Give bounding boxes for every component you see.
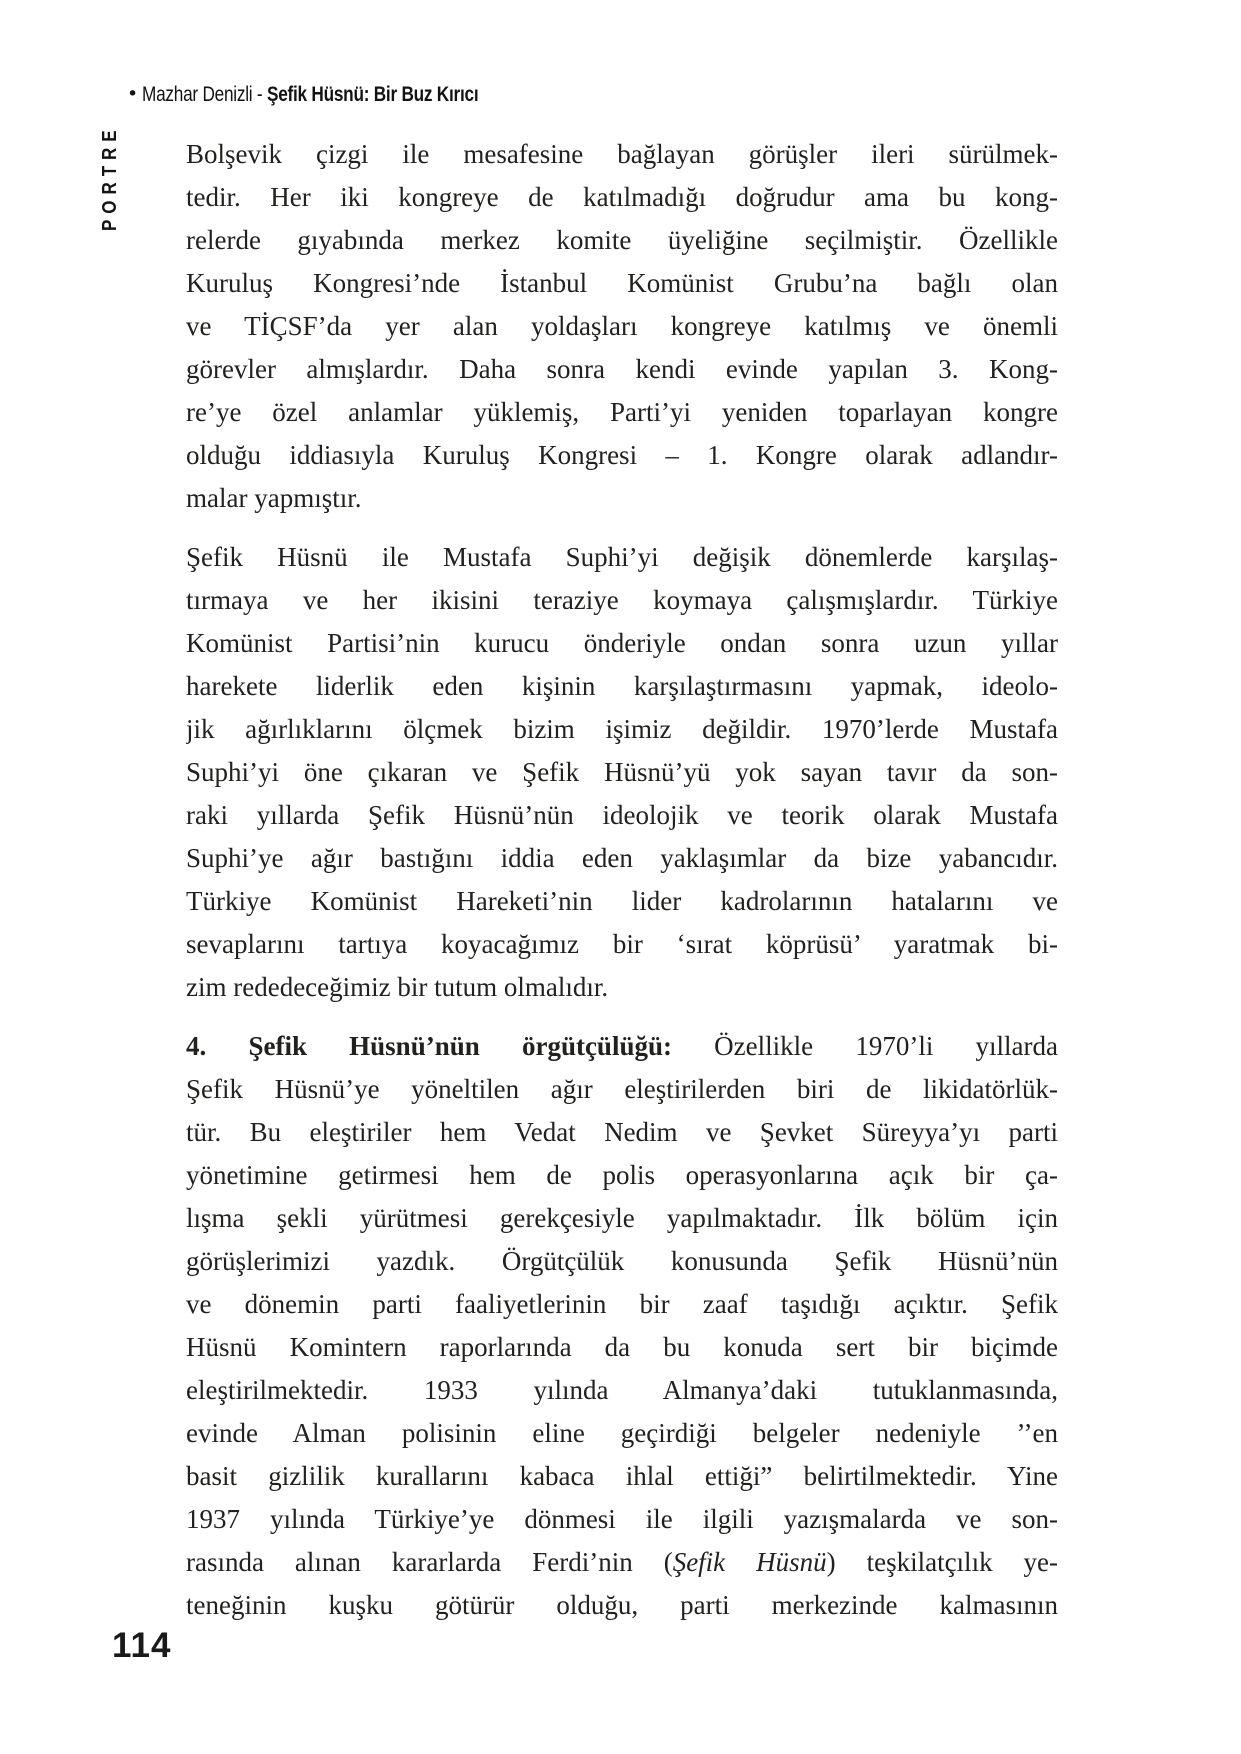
text-line (186, 837, 1058, 880)
text-segment: evinde Alman polisinin eline geçirdiği belgeler nedeniyle ’’en (186, 1418, 1058, 1448)
bullet-icon: • (127, 83, 139, 105)
text-line (186, 219, 1058, 262)
text-line (186, 262, 1058, 305)
text-line (186, 1455, 1058, 1498)
text-line (186, 133, 1058, 176)
margin-section-label: PORTRE (99, 124, 121, 231)
page-number: 114 (112, 1626, 172, 1665)
text-line (186, 1025, 1058, 1068)
text-line (186, 1369, 1058, 1412)
text-line (186, 1240, 1058, 1283)
text-segment: basit gizlilik kurallarını kabaca ihlal ettiği” belirtilmektedir. Yine (186, 1461, 1058, 1491)
text-segment: görüşlerimizi yazdık. Örgütçülük konusunda Şefik Hüsnü’nün (186, 1246, 1058, 1276)
text-segment: Hüsnü Komintern raporlarında da bu konuda sert bir biçimde (186, 1332, 1058, 1362)
text-segment: eleştirilmektedir. 1933 yılında Almanya’daki tutuklanmasında, (186, 1375, 1058, 1405)
text-segment: harekete liderlik eden kişinin karşılaştırmasını yapmak, ideolo- (186, 671, 1058, 701)
text-segment: Bolşevik çizgi ile mesafesine bağlayan görüşler ileri sürülmek- (186, 139, 1058, 169)
text-line (186, 966, 1058, 1009)
text-segment: Şefik Hüsnü’ye yöneltilen ağır eleştirilerden biri de likidatörlük- (186, 1074, 1058, 1104)
text-line (186, 923, 1058, 966)
text-segment: Şefik Hüsnü ile Mustafa Suphi’yi değişik dönemlerde karşılaş- (186, 542, 1058, 572)
body-text (186, 133, 1058, 1643)
text-segment: Suphi’yi öne çıkaran ve Şefik Hüsnü’yü yok sayan tavır da son- (186, 757, 1058, 787)
text-line (186, 176, 1058, 219)
text-line (186, 1068, 1058, 1111)
text-line (186, 794, 1058, 837)
text-line (186, 708, 1058, 751)
text-segment: görevler almışlardır. Daha sonra kendi evinde yapılan 3. Kong- (186, 354, 1058, 384)
text-line (186, 305, 1058, 348)
bold-lead: 4. Şefik Hüsnü’nün örgütçülüğü: (186, 1031, 672, 1061)
text-segment: yönetimine getirmesi hem de polis operasyonlarına açık bir ça- (186, 1160, 1058, 1190)
book-title: Şefik Hüsnü: Bir Buz Kırıcı (267, 82, 479, 106)
text-segment: zim rededeceğimiz bir tutum olmalıdır. (186, 972, 609, 1002)
text-segment: ve dönemin parti faaliyetlerinin bir zaaf taşıdığı açıktır. Şefik (186, 1289, 1058, 1319)
text-line (186, 579, 1058, 622)
paragraph (186, 1025, 1058, 1627)
text-line (186, 391, 1058, 434)
text-segment: Suphi’ye ağır bastığını iddia eden yaklaşımlar da bize yabancıdır. (186, 843, 1058, 873)
text-segment: lışma şekli yürütmesi gerekçesiyle yapılmaktadır. İlk bölüm için (186, 1203, 1058, 1233)
text-line (186, 665, 1058, 708)
header-text (142, 82, 478, 107)
text-segment: re’ye özel anlamlar yüklemiş, Parti’yi yeniden toparlayan kongre (186, 397, 1058, 427)
text-line (186, 477, 1058, 520)
text-line (186, 1584, 1058, 1627)
text-segment: jik ağırlıklarını ölçmek bizim işimiz değildir. 1970’lerde Mustafa (186, 714, 1058, 744)
text-segment: sevaplarını tartıya koyacağımız bir ‘sırat köprüsü’ yaratmak bi- (186, 929, 1058, 959)
text-line (186, 1283, 1058, 1326)
text-line (186, 536, 1058, 579)
text-segment: tür. Bu eleştiriler hem Vedat Nedim ve Şevket Süreyya’yı parti (186, 1117, 1058, 1147)
text-line (186, 1326, 1058, 1369)
text-line (186, 1412, 1058, 1455)
italic-text: Şefik Hüsnü (672, 1547, 827, 1577)
text-segment: ) teşkilatçılık ye- (826, 1547, 1058, 1577)
text-line (186, 751, 1058, 794)
text-line (186, 1197, 1058, 1240)
text-line (186, 1111, 1058, 1154)
text-segment: 1937 yılında Türkiye’ye dönmesi ile ilgili yazışmalarda ve son- (186, 1504, 1058, 1534)
text-segment: rasında alınan kararlarda Ferdi’nin ( (186, 1547, 673, 1577)
text-segment: raki yıllarda Şefik Hüsnü’nün ideolojik ve teorik olarak Mustafa (186, 800, 1058, 830)
text-segment: Komünist Partisi’nin kurucu önderiyle ondan sonra uzun yıllar (186, 628, 1058, 658)
author-name: Mazhar Denizli - (142, 82, 268, 106)
text-line (186, 434, 1058, 477)
text-segment: malar yapmıştır. (186, 483, 362, 513)
text-segment: ve TİÇSF’da yer alan yoldaşları kongreye katılmış ve önemli (186, 311, 1058, 341)
text-segment: Türkiye Komünist Hareketi’nin lider kadrolarının hatalarını ve (186, 886, 1058, 916)
text-line (186, 622, 1058, 665)
paragraph (186, 536, 1058, 1009)
paragraph (186, 133, 1058, 520)
text-segment: tedir. Her iki kongreye de katılmadığı doğrudur ama bu kong- (186, 182, 1058, 212)
text-segment: tırmaya ve her ikisini teraziye koymaya çalışmışlardır. Türkiye (186, 585, 1058, 615)
text-line (186, 1154, 1058, 1197)
text-line (186, 1541, 1058, 1584)
text-segment: Özellikle 1970’li yıllarda (671, 1031, 1058, 1061)
text-line (186, 1498, 1058, 1541)
text-segment: Kuruluş Kongresi’nde İstanbul Komünist Grubu’na bağlı olan (186, 268, 1058, 298)
text-segment: relerde gıyabında merkez komite üyeliğine seçilmiştir. Özellikle (186, 225, 1058, 255)
text-segment: teneğinin kuşku götürür olduğu, parti merkezinde kalmasının (186, 1590, 1058, 1620)
text-segment: olduğu iddiasıyla Kuruluş Kongresi – 1. Kongre olarak adlandır- (186, 440, 1058, 470)
text-line (186, 348, 1058, 391)
text-line (186, 880, 1058, 923)
running-header (127, 82, 563, 107)
